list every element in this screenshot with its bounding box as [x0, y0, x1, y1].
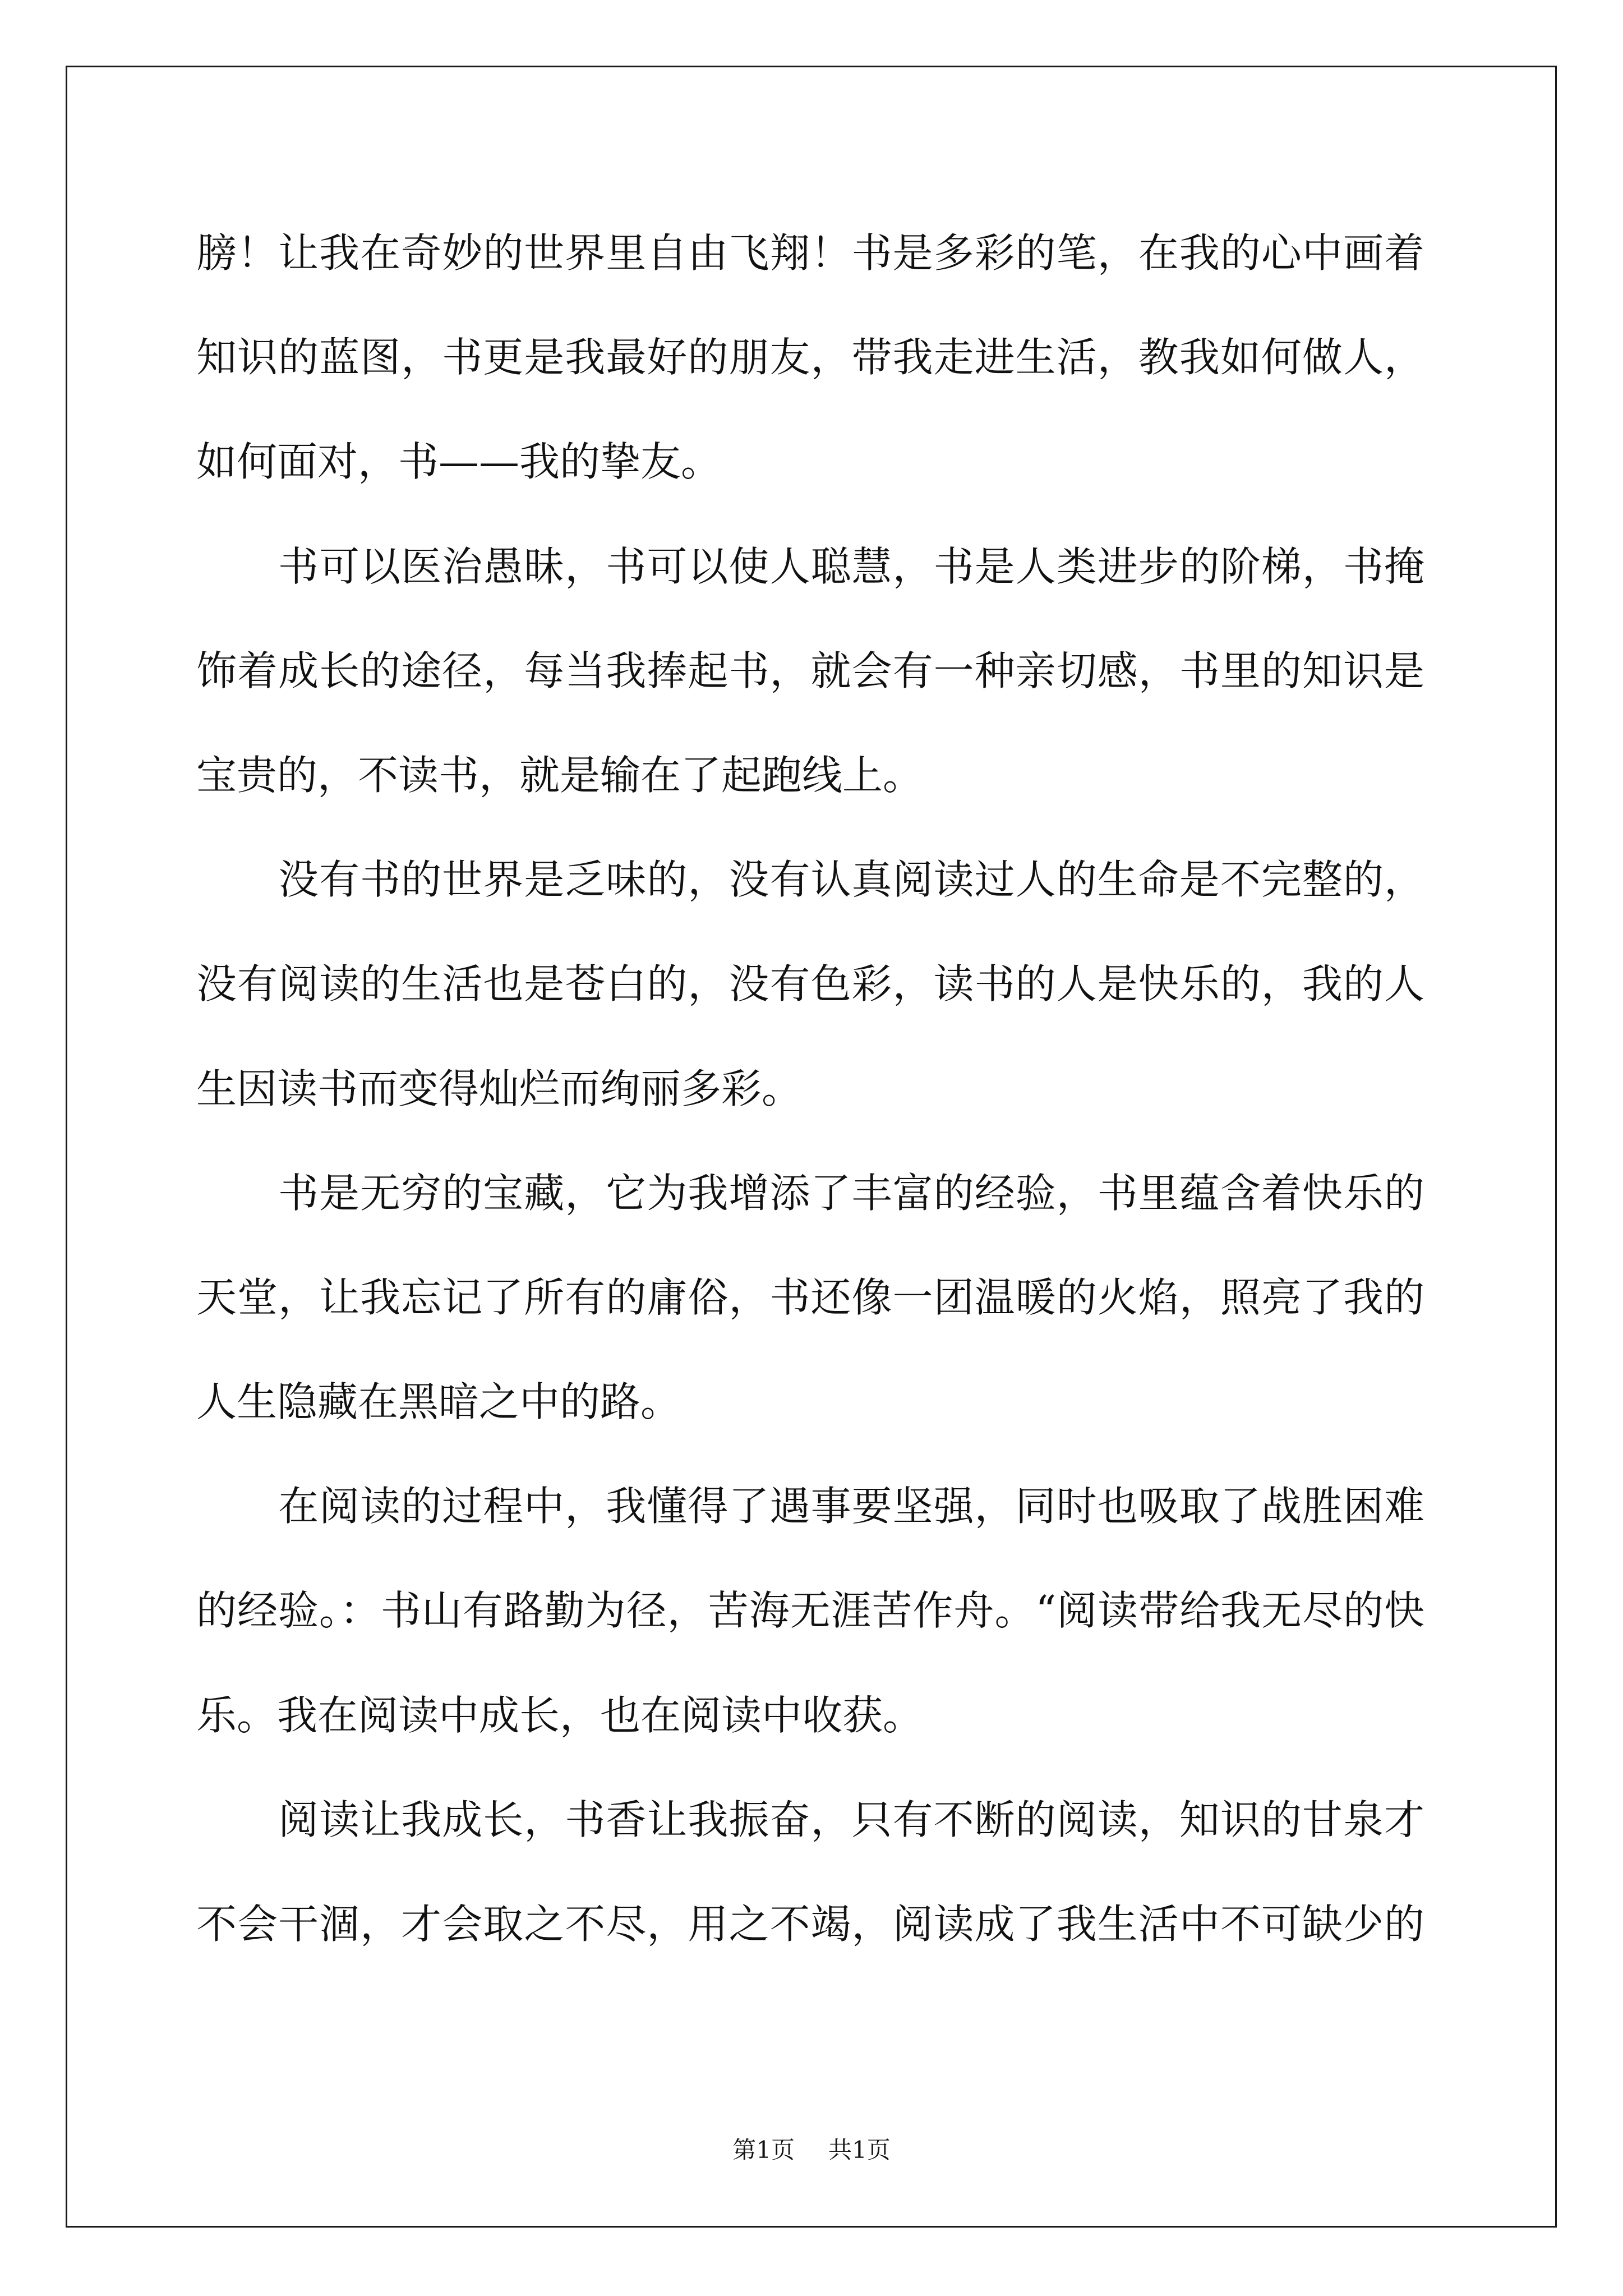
- document-body: [196, 201, 1424, 1976]
- page-total: 共1页: [828, 2136, 891, 2164]
- text-line: 在阅读的过程中，我懂得了遇事要坚强，同时也吸取了战胜困难: [278, 1483, 1424, 1530]
- text-line: 膀！让我在奇妙的世界里自由飞翔！书是多彩的笔，在我的心中画着: [196, 229, 1424, 277]
- text-line: 没有书的世界是乏味的，没有认真阅读过人的生命是不完整的，: [278, 856, 1424, 904]
- text-line: 的经验。：书山有路勤为径，苦海无涯苦作舟。“阅读带给我无尽的快: [196, 1587, 1424, 1635]
- text-line: 知识的蓝图，书更是我最好的朋友，带我走进生活，教我如何做人，: [196, 334, 1424, 381]
- text-line: 书可以医治愚昧，书可以使人聪慧，书是人类进步的阶梯，书掩: [278, 542, 1424, 590]
- text-line: 天堂，让我忘记了所有的庸俗，书还像一团温暖的火焰，照亮了我的: [196, 1273, 1424, 1321]
- text-line: 宝贵的，不读书，就是输在了起跑线上。: [196, 751, 924, 799]
- text-line: 乐。我在阅读中成长，也在阅读中收获。: [196, 1691, 924, 1739]
- page-footer: [0, 2132, 1623, 2165]
- text-line: 饰着成长的途径，每当我捧起书，就会有一种亲切感，书里的知识是: [196, 647, 1424, 694]
- text-line: 不会干涸，才会取之不尽，用之不竭，阅读成了我生活中不可缺少的: [196, 1901, 1424, 1948]
- text-line: 如何面对，书——我的挚友。: [196, 438, 722, 486]
- text-line: 人生隐藏在黑暗之中的路。: [196, 1378, 681, 1426]
- page-number: 第1页: [732, 2136, 795, 2164]
- text-line: 生因读书而变得灿烂而绚丽多彩。: [196, 1065, 803, 1112]
- text-line: 阅读让我成长，书香让我振奋，只有不断的阅读，知识的甘泉才: [278, 1796, 1424, 1843]
- text-line: 没有阅读的生活也是苍白的，没有色彩，读书的人是快乐的，我的人: [196, 960, 1424, 1008]
- text-line: 书是无穷的宝藏，它为我增添了丰富的经验，书里蕴含着快乐的: [278, 1169, 1424, 1217]
